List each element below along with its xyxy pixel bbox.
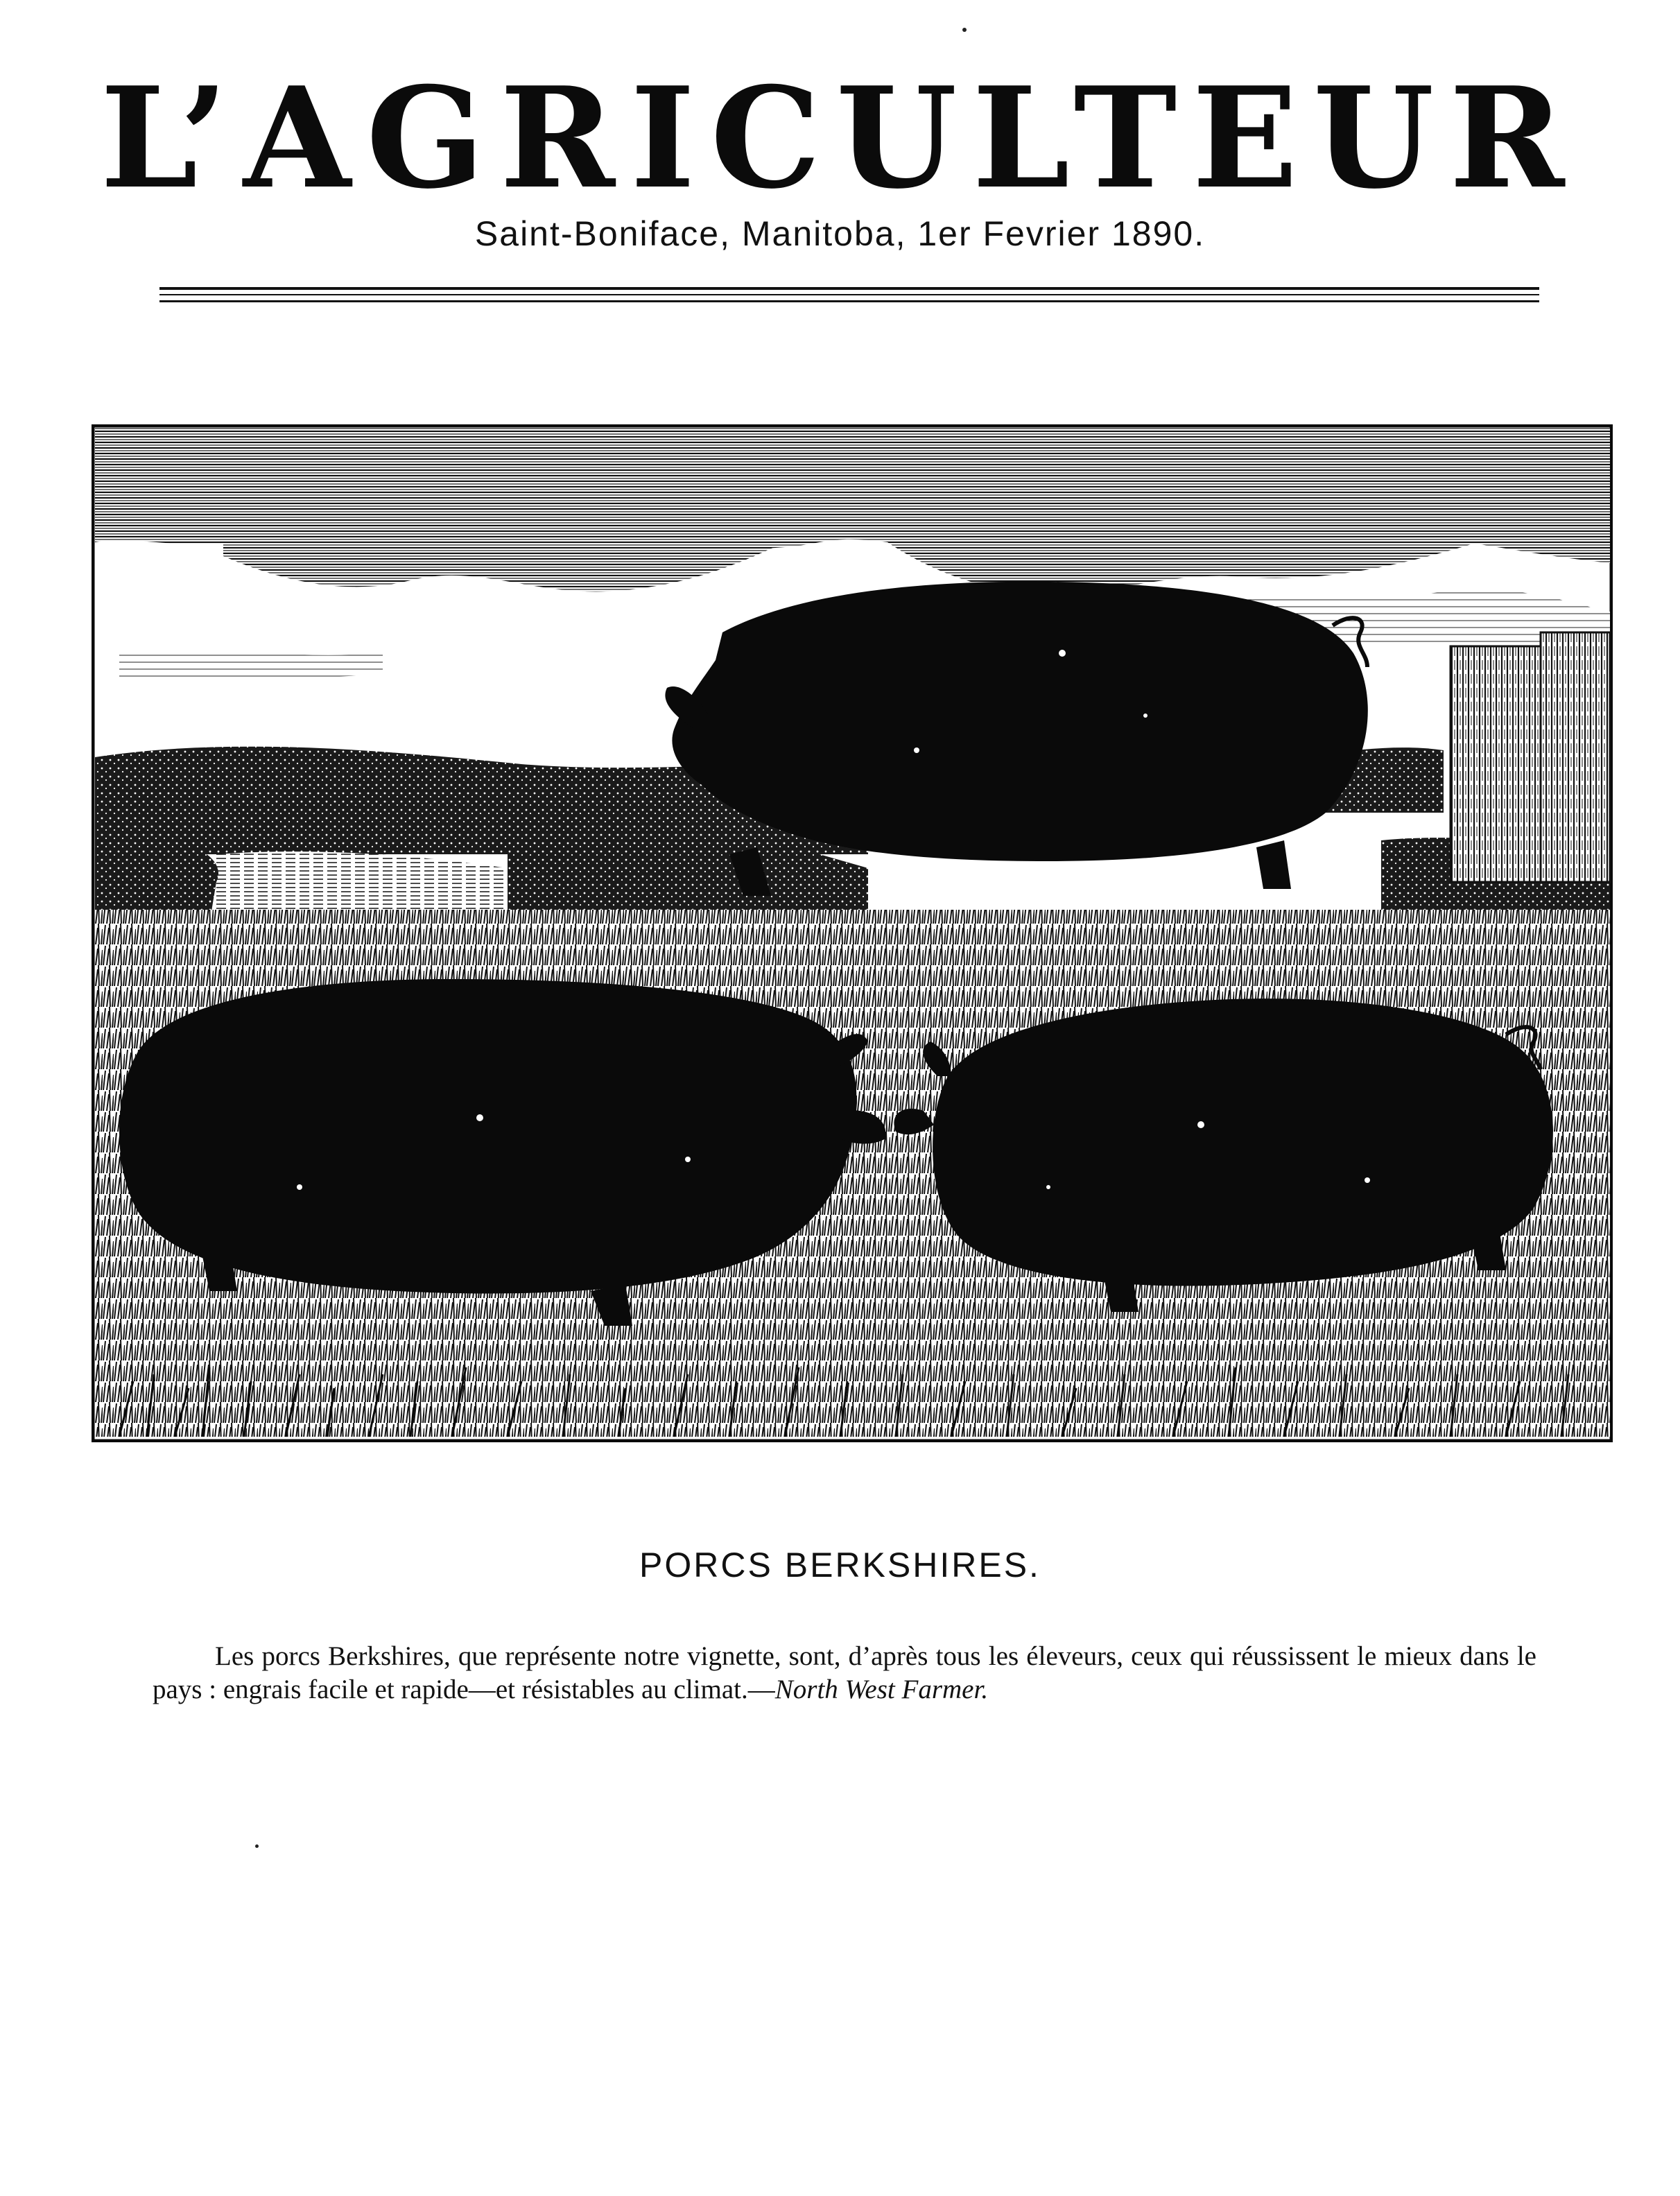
masthead-title: L’AGRICULTEUR xyxy=(100,57,1580,220)
engraving-svg xyxy=(92,424,1613,1442)
fence-post xyxy=(1450,632,1610,882)
article-body xyxy=(153,1640,1536,1706)
print-speck xyxy=(255,1844,259,1848)
berkshire-pigs-engraving xyxy=(92,424,1613,1442)
masthead-rule-3 xyxy=(159,300,1539,302)
article-body-text: Les porcs Berkshires, que représente notre vignette, sont, d’après tous les éleveurs, ceux qui réussissent le mieux dans le pays : engrais facile et rapide—et résistables au climat.— xyxy=(153,1641,1536,1704)
dateline: Saint-Boniface, Manitoba, 1er Fevrier 1890. xyxy=(474,214,1206,253)
masthead-rule-1 xyxy=(159,287,1539,290)
masthead-rule-2 xyxy=(159,294,1539,295)
article-title: PORCS BERKSHIRES. xyxy=(639,1546,1041,1584)
print-speck xyxy=(962,28,967,32)
article-source: North West Farmer. xyxy=(774,1675,989,1704)
